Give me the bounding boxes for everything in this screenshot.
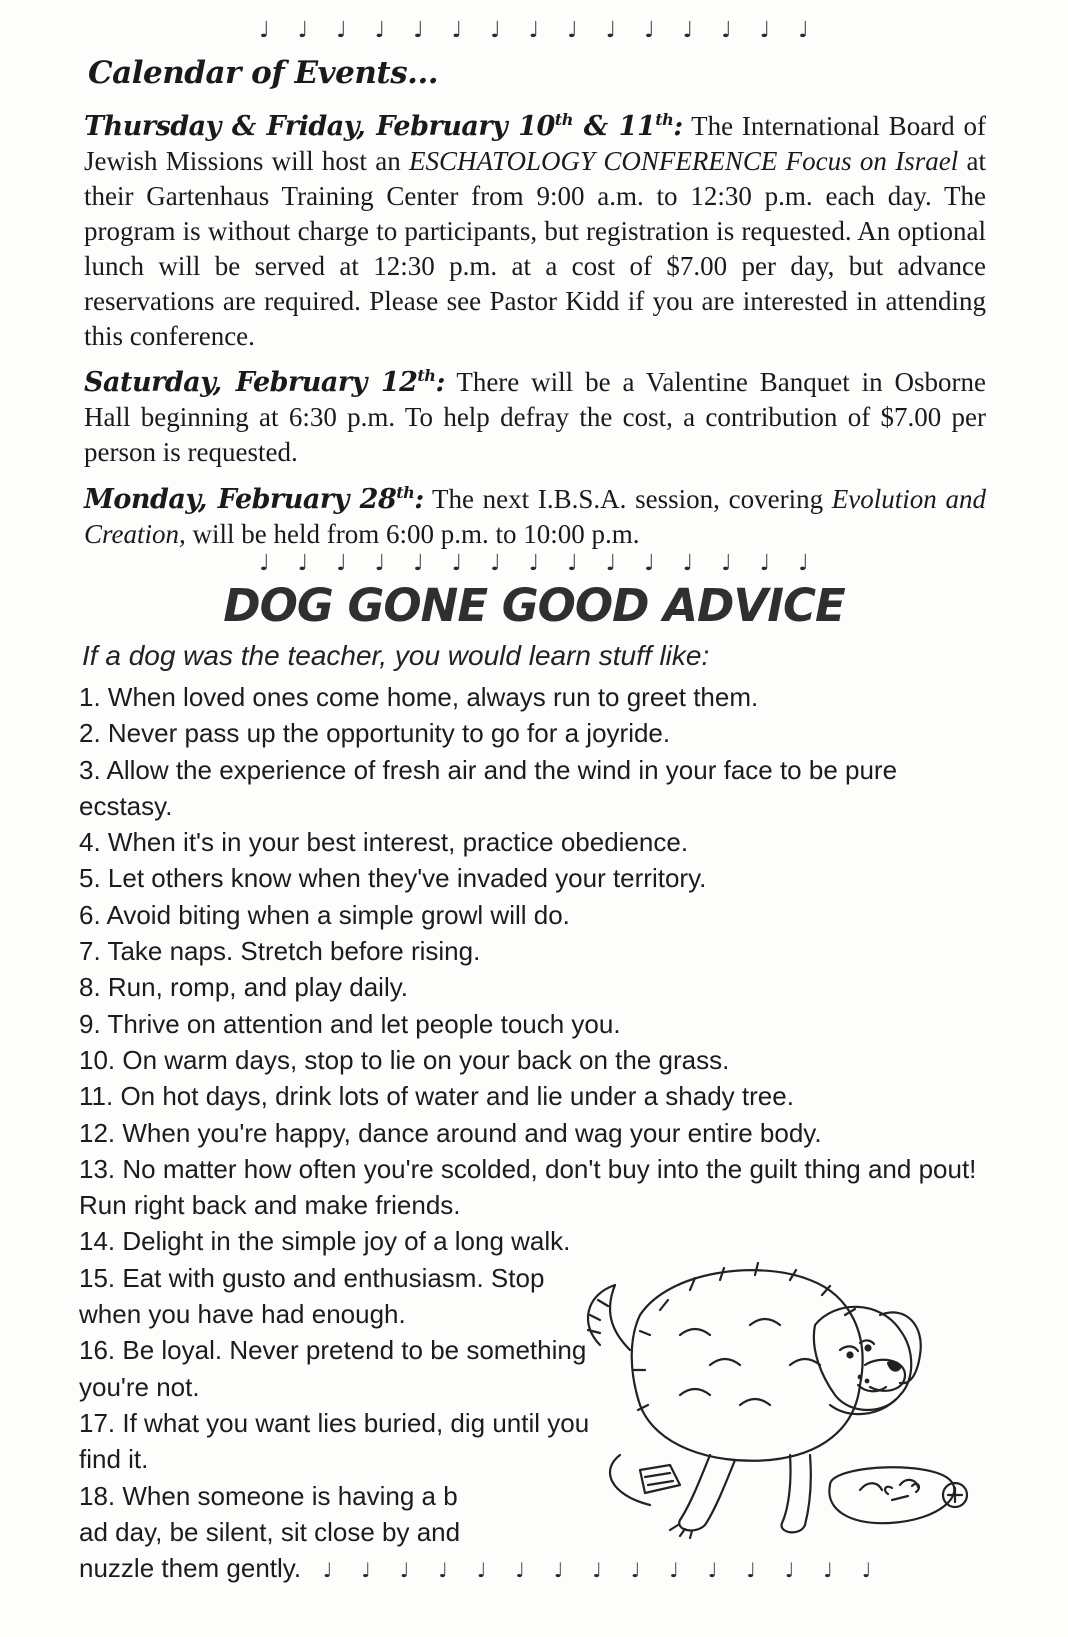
list-item: 10. On warm days, stop to lie on your back on the grass. xyxy=(79,1044,730,1075)
music-note-icon: ♩ xyxy=(759,18,771,43)
event-date: Saturday, February 12th: xyxy=(84,366,445,398)
calendar-event-banquet: Saturday, February 12th: There will be a Valentine Banquet in Osborne Hall beginning at 6:30 p.m. To help defray the cost, a contribution of $7.00 per person is requested. xyxy=(84,366,987,467)
music-note-icon: ♩ xyxy=(438,1558,448,1583)
music-note-icon: ♩ xyxy=(553,1558,564,1583)
music-note-icon: ♩ xyxy=(592,1558,602,1583)
calendar-event-conference: Thursday & Friday, February 10th & 11th: The International Board of Jewish Missions will host an ESCHATOLOGY CONFERENCE Focus on Israel at their Gartenhaus Training Center from 9:00 a.m. to 12:30 p.m. each day. The program is without charge to participants, but registration is requested. An optional lunch will be served at 12:30 p.m. at a cost of $7.00 per day, but advance reservations are required. Please see Pastor Kidd if you are interested in attending this conference. xyxy=(84,110,986,351)
list-item: 8. Run, romp, and play daily. xyxy=(79,972,409,1003)
advice-title: DOG GONE GOOD ADVICE xyxy=(223,579,845,632)
music-note-icon: ♩ xyxy=(784,1558,795,1583)
music-note-icon: ♩ xyxy=(682,551,694,576)
music-note-icon: ♩ xyxy=(605,551,617,576)
music-note-icon: ♩ xyxy=(605,18,617,43)
music-note-icon: ♩ xyxy=(644,18,655,43)
music-note-divider-middle xyxy=(0,551,1068,576)
music-note-icon: ♩ xyxy=(361,1558,371,1583)
list-item: 7. Take naps. Stretch before rising. xyxy=(79,936,481,967)
music-note-icon: ♩ xyxy=(297,18,309,43)
list-item: 2. Never pass up the opportunity to go for a joyride. xyxy=(79,718,671,749)
list-item: 4. When it's in your best interest, practice obedience. xyxy=(79,827,689,858)
list-item: 6. Avoid biting when a simple growl will do. xyxy=(79,899,570,930)
advice-subtitle: If a dog was the teacher, you would learn stuff like: xyxy=(82,640,710,671)
music-note-icon: ♩ xyxy=(259,18,270,43)
music-note-icon: ♩ xyxy=(413,551,424,576)
dog-illustration xyxy=(560,1255,990,1555)
music-note-icon: ♩ xyxy=(823,1558,833,1583)
music-note-icon: ♩ xyxy=(721,551,732,576)
music-note-icon: ♩ xyxy=(490,551,501,576)
list-item: 15. Eat with gusto and enthusiasm. Stop when you have had enough. xyxy=(79,1262,545,1330)
music-note-icon: ♩ xyxy=(336,18,347,43)
list-item: 5. Let others know when they've invaded your territory. xyxy=(79,863,707,894)
list-item: 12. When you're happy, dance around and wag your entire body. xyxy=(79,1117,822,1148)
music-note-icon: ♩ xyxy=(746,1558,756,1583)
music-note-icon: ♩ xyxy=(721,18,732,43)
music-note-icon: ♩ xyxy=(567,551,578,576)
music-note-icon: ♩ xyxy=(707,1558,718,1583)
event-date: Monday, February 28th: xyxy=(84,483,424,515)
music-note-icon: ♩ xyxy=(528,551,540,576)
music-note-icon: ♩ xyxy=(374,551,386,576)
event-date: Thursday & Friday, February 10th & 11th: xyxy=(84,110,683,142)
list-item: 17. If what you want lies buried, dig until you find it. xyxy=(79,1407,590,1475)
music-note-icon: ♩ xyxy=(336,551,347,576)
music-note-icon: ♩ xyxy=(861,1558,872,1583)
list-item: 9. Thrive on attention and let people touch you. xyxy=(79,1008,621,1039)
list-item: 11. On hot days, drink lots of water and lie under a shady tree. xyxy=(79,1081,794,1112)
music-note-icon: ♩ xyxy=(644,551,655,576)
music-note-icon: ♩ xyxy=(490,18,501,43)
music-note-icon: ♩ xyxy=(451,18,463,43)
music-note-icon: ♩ xyxy=(515,1558,525,1583)
music-note-icon: ♩ xyxy=(413,18,424,43)
list-item: 14. Delight in the simple joy of a long walk. xyxy=(79,1226,571,1257)
music-note-icon: ♩ xyxy=(322,1558,333,1583)
list-item: 13. No matter how often you're scolded, don't buy into the guilt thing and pout! Run right back and make friends. xyxy=(79,1153,977,1221)
list-item: 18. When someone is having a b ad day, be silent, sit close by and nuzzle them gently. ♩ ♩ ♩ ♩ ♩ ♩ ♩ ♩ ♩ ♩ ♩ ♩ ♩ ♩ ♩ xyxy=(79,1478,979,1589)
list-item: 16. Be loyal. Never pretend to be something you're not. xyxy=(79,1335,587,1402)
music-note-icon: ♩ xyxy=(451,551,463,576)
music-note-icon: ♩ xyxy=(528,18,540,43)
music-note-icon: ♩ xyxy=(374,18,386,43)
music-note-icon: ♩ xyxy=(476,1558,487,1583)
music-note-icon: ♩ xyxy=(297,551,309,576)
music-note-icon: ♩ xyxy=(798,18,809,43)
music-note-icon: ♩ xyxy=(567,18,578,43)
list-item: 3. Allow the experience of fresh air and the wind in your face to be pure ecstasy. xyxy=(79,754,898,821)
music-note-icon: ♩ xyxy=(399,1558,410,1583)
list-item: 1. When loved ones come home, always run to greet them. xyxy=(79,682,759,712)
calendar-heading: Calendar of Events... xyxy=(88,55,439,91)
music-note-divider-bottom xyxy=(308,1558,886,1582)
music-note-icon: ♩ xyxy=(682,18,694,43)
calendar-event-ibsa-session: Monday, February 28th: The next I.B.S.A. session, covering Evolution and Creation, will be held from 6:00 p.m. to 10:00 p.m. xyxy=(84,483,987,549)
music-note-icon: ♩ xyxy=(259,551,270,576)
music-note-icon: ♩ xyxy=(759,551,771,576)
music-note-divider-top xyxy=(0,18,1068,43)
music-note-icon: ♩ xyxy=(630,1558,641,1583)
music-note-icon: ♩ xyxy=(669,1558,679,1583)
music-note-icon: ♩ xyxy=(798,551,809,576)
